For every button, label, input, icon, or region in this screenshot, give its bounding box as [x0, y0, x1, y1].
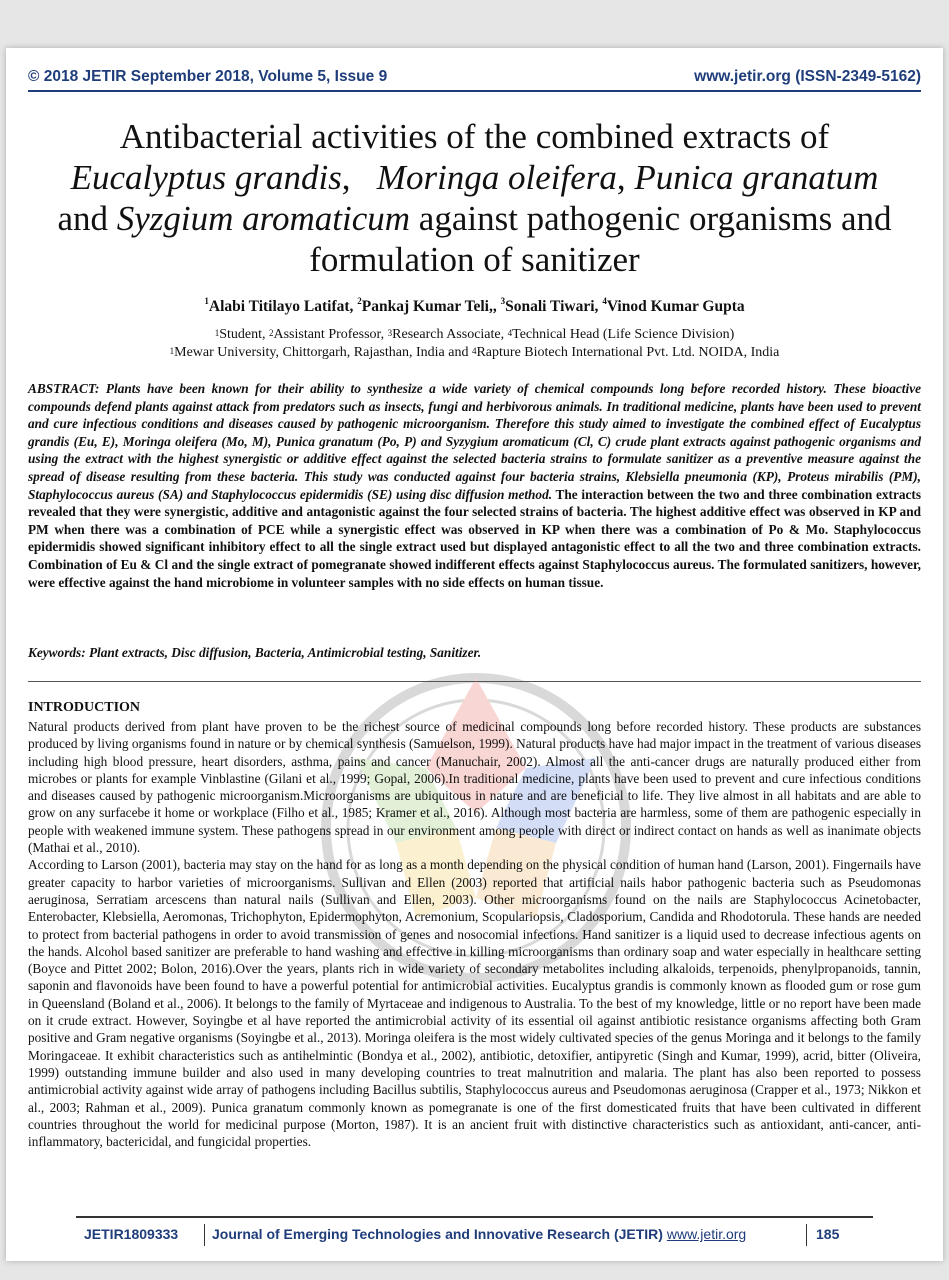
document-page [6, 48, 943, 1261]
species-eucalyptus: Eucalyptus grandis [70, 158, 342, 197]
author-1: Alabi Titilayo Latifat, [208, 298, 358, 315]
author-4: Vinod Kumar Gupta [606, 298, 745, 315]
header-website-issn: www.jetir.org (ISSN-2349-5162) [694, 68, 921, 85]
footer-journal [212, 1226, 746, 1242]
abstract-italic-text: ABSTRACT: Plants have been known for their ability to synthesize a wide variety of chemical compounds long before recorded history. These bioactive compounds defend plants against attack from predators such as insects, fungi and herbivorous animals. In traditional medicine, plants have been used to prevent and cure infectious conditions and diseases caused by pathogenic microorganism. Therefore this study aimed to investigate the combined effect of Eucalyptus grandis (Eu, E), Moringa oleifera (Mo, M), Punica granatum (Po, P) and Syzygium aromaticum (Cl, C) crude plant extracts against pathogenic organisms and using the extract with the highest synergistic or additive effect against the selected bacteria strains to formulate sanitizer as a preventive measure against the spread of disease resulting from these bacteria. This study was conducted against four bacteria strains, Klebsiella pneumonia (KP), Proteus mirabilis (PM), Staphylococcus aureus (SA) and Staphylococcus epidermidis (SE) using disc diffusion method. [28, 381, 921, 502]
author-2: Pankaj Kumar Teli,, [361, 298, 501, 315]
title-and: and [57, 199, 117, 238]
introduction-heading: INTRODUCTION [28, 700, 141, 715]
role-1: Student, [219, 327, 269, 342]
title-comma-2: , [616, 158, 635, 197]
species-moringa: Moringa oleifera [376, 158, 617, 197]
title-line-4: formulation of sanitizer [309, 240, 640, 279]
footer-divider [806, 1224, 807, 1246]
paper-title [26, 116, 923, 280]
footer-journal-name: Journal of Emerging Technologies and Innovative Research (JETIR) [212, 1226, 667, 1242]
role-2: Assistant Professor, [273, 327, 388, 342]
page-footer [76, 1224, 873, 1248]
footer-article-id: JETIR1809333 [84, 1226, 179, 1242]
footer-rule [76, 1216, 873, 1218]
title-line-3-rest: against pathogenic organisms and [410, 199, 892, 238]
footer-page-number: 185 [816, 1226, 840, 1242]
header-copyright: © 2018 JETIR September 2018, Volume 5, Issue 9 [28, 68, 388, 85]
role-3: Research Associate, [392, 327, 508, 342]
title-line-3 [26, 198, 923, 239]
title-line-2 [26, 157, 923, 198]
title-line-1: Antibacterial activities of the combined extracts of [119, 117, 830, 156]
species-syzgium: Syzgium aromaticum [116, 199, 411, 238]
keywords: Keywords: Plant extracts, Disc diffusion, Bacteria, Antimicrobial testing, Sanitizer. [28, 645, 482, 660]
author-list: $^1$Alabi Titilayo Latifat, $^2$Pankaj Kumar Teli,, $^3$Sonali Tiwari, $^4$Vinod Kumar Gupta [204, 296, 745, 315]
section-separator [28, 681, 921, 682]
species-punica: Punica granatum [634, 158, 879, 197]
institution-1: Mewar University, Chittorgarh, Rajasthan, India and [174, 345, 472, 360]
intro-paragraph-1: Natural products derived from plant have proven to be the richest source of medicinal compounds long before recorded history. These products are substances produced by living organisms found in nature or by chemical synthesis (Samuelson, 1999). Natural products have had major impact in the treatment of various diseases including high blood pressure, heart disorders, asthma, pains and cancer (Manuchair, 2002). Almost all the anti-cancer drugs are naturally produced either from microbes or plants for example Vinblastine (Gilani et al., 1999; Gopal, 2006).In traditional medicine, plants have been used to prevent and cure infectious conditions and diseases caused by pathogenic microorganism.Microorganisms are ubiquitous in nature and are beneficial to life. They live almost in all habitats and are able to grow on any surfacebe it home or workplace (Filho et al., 1985; Kramer et al., 2016). Although most bacteria are harmless, some of them are pathogenic especially in people with weakened immune system. These pathogens spread in our environment among people with direct or indirect contact on hands as well as inanimate objects (Mathai et al., 2010). [28, 719, 921, 856]
abstract [28, 380, 921, 591]
author-3: Sonali Tiwari, [505, 298, 603, 315]
introduction-body [28, 718, 921, 1150]
intro-paragraph-2: According to Larson (2001), bacteria may stay on the hand for as long as a month depending on the physical condition of human hand (Larson, 2001). Fingernails have greater capacity to harbor varieties of microorganisms. Sullivan and Ellen (2003) reported that artificial nails habor pathogenic bacteria such as Pseudomonas aeruginosa, Serratiam arcescens than natural nails (Sullivan and Ellen, 2003). Other microorganisms found on the nails are Staphylococcus Acinetobacter, Enterobacter, Klebsiella, Aeromonas, Trichophyton, Epidermophyton, Acremonium, Scopulariopsis, Cladosporium, Candida and Rhodotorula. These hands are needed to protect from bacterial pathogens in order to avoid transmission of genes and nosocomial infections. Hand sanitizer is a liquid used to decrease infectious agents on the hands. Alcohol based sanitizer are preferable to hand washing and effective in killing microorganisms than ordinary soap and water especially in healthcare setting (Boyce and Pittet 2002; Bolon, 2016).Over the years, plants rich in wide variety of secondary metabolites including alkaloids, terpenoids, phenylpropanoids, tannin, saponin and flavonoids have been found to have a powerful potential for antimicrobial activities. Eucalyptus grandis is commonly known as flooded gum or rose gum in Queensland (Boland et al., 2006). It belongs to the family of Myrtaceae and indigenous to Australia. To the best of my knowledge, little or no report have been made on it crude extract. However, Soyingbe et al have reported the antimicrobial activity of its essential oil against antibiotic resistance organisms affecting both Gram positive and Gram negative organisms (Soyingbe et al., 2013). Moringa oleifera is the most widely cultivated species of the genus Moringa and it belongs to the family Moringaceae. It exhibit characteristics such as antihelmintic (Bondya et al., 2002), antibiotic, detoxifier, antipyretic (Singh and Kumar, 1999), acrid, bitter (Oliveira, 1999) outstanding immune builder and also used in many developing countries to treat malnutrition and malaria. The plant has also been reported to possess antimicrobial activity against wide array of pathogens including Bacillus subtilis, Staphylococcus aureus and Pseudomonas aeruginosa (Crapper et al., 1973; Nikkon et al., 2003; Rahman et al., 2009). Punica granatum commonly known as pomegranate is one of the first domesticated fruits that have been cultivated in different countries throughout the world for medicinal purpose (Morton, 1987). It is an ancient fruit with distinctive characteristics such as antioxidant, anti-cancer, anti-inflammatory, bactericidal, and fungicidal properties. [28, 857, 921, 1150]
abstract-bold-text: The interaction between the two and three combination extracts revealed that they were synergistic, additive and antagonistic against the four selected strains of bacteria. The highest additive effect was observed in KP and PM when there was a combination of PCE while a synergistic effect was observed in KP when there was a combination of Po & Mo. Staphylococcus epidermidis showed significant inhibitory effect to all the single extract used but displayed antagonistic effect to all the two and three combination extracts. Combination of Eu & Cl and the single extract of pomegranate showed indifferent effects against Staphylococcus aureus. The formulated sanitizers, however, were effective against the hand microbiome in volunteer samples with no side effects on human tissue. [28, 486, 921, 590]
footer-url-link[interactable]: www.jetir.org [666, 1226, 747, 1242]
author-roles: $^1$Student, $^2$Assistant Professor, $^3$Research Associate, $^4$Technical Head (Life Science Division) [214, 327, 735, 342]
title-comma-1: , [341, 158, 377, 197]
affiliations [26, 326, 923, 362]
role-4: Technical Head (Life Science Division) [512, 327, 735, 342]
header-rule [28, 90, 921, 92]
footer-divider [204, 1224, 205, 1246]
institution-2: Rapture Biotech International Pvt. Ltd. NOIDA, India [476, 345, 780, 360]
author-institutions: $^1$Mewar University, Chittorgarh, Rajasthan, India and $^4$Rapture Biotech International Pvt. Ltd. NOIDA, India [169, 345, 780, 360]
